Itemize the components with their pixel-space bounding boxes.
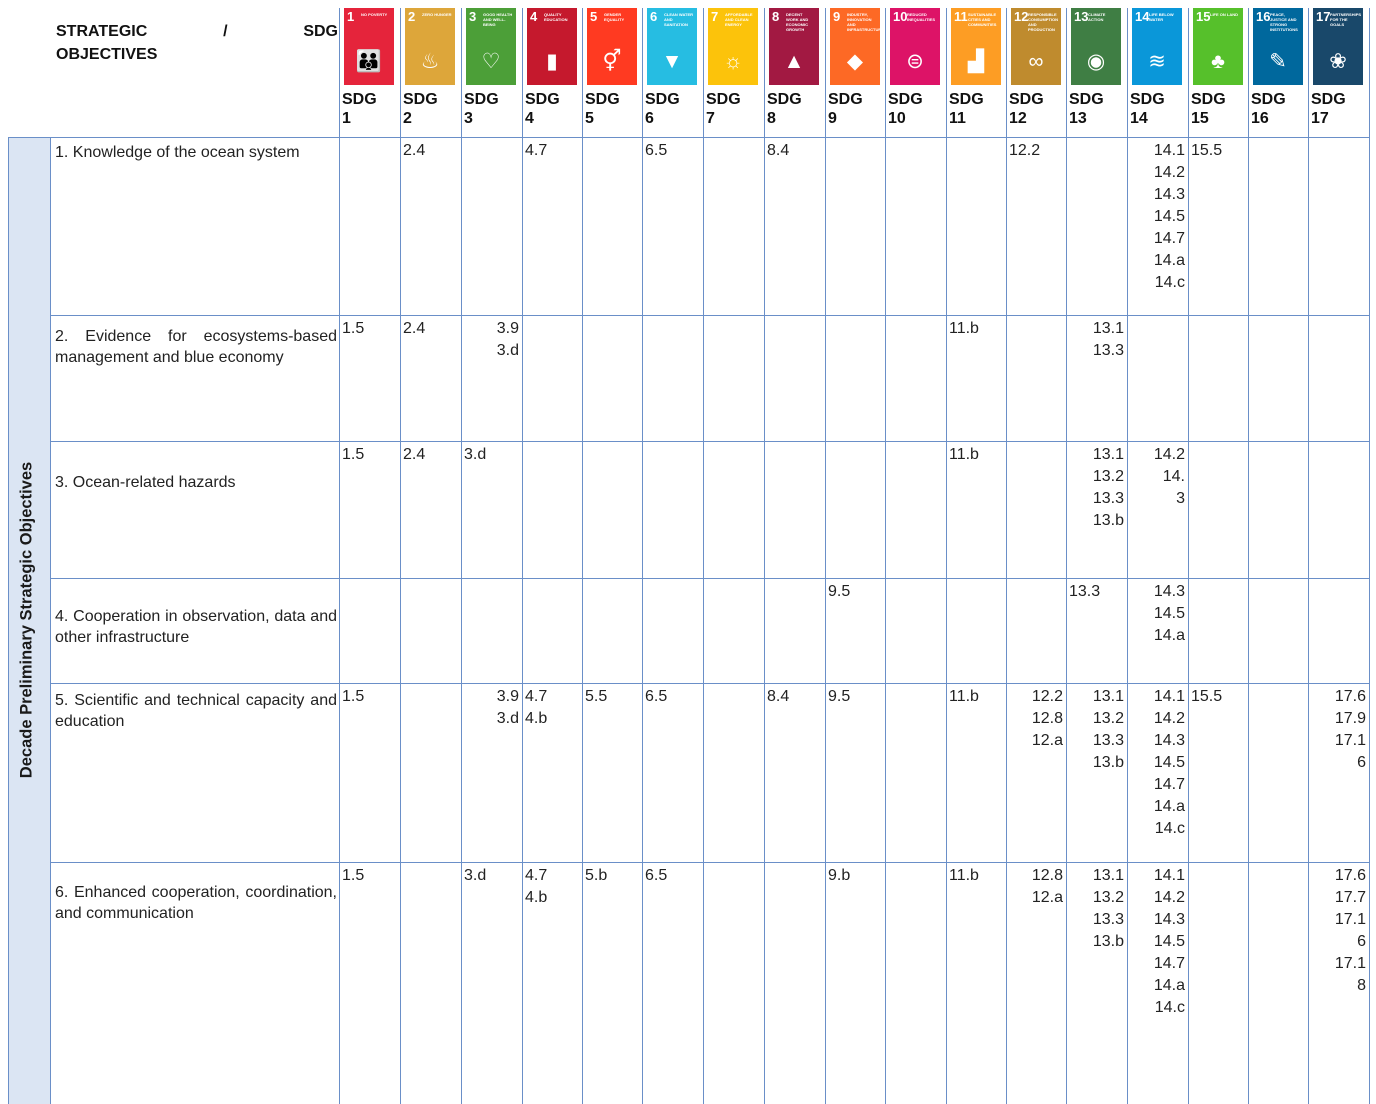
title-word-sdg: SDG xyxy=(303,23,338,40)
sdg-label-word: SDG xyxy=(888,91,923,108)
sdg-icon-12 xyxy=(1011,8,1061,85)
sdg-icon-number: 8 xyxy=(772,9,780,24)
sdg-target-cell xyxy=(464,444,519,466)
sdg-icon-10 xyxy=(890,8,940,85)
objective-cell: 6. Enhanced cooperation, coordination, and communication xyxy=(55,884,337,922)
target-value: 17.6 xyxy=(1334,867,1366,884)
sdg-label-word: SDG xyxy=(464,91,499,108)
sdg-target-cell xyxy=(1311,686,1366,774)
sdg-target-cell xyxy=(949,444,1003,466)
target-value: 14.a xyxy=(1153,252,1185,269)
target-value: 14.7 xyxy=(1153,230,1185,247)
sdg-target-cell xyxy=(342,444,397,466)
sdg-icon-caption: RESPONSIBLE CONSUMPTION AND PRODUCTION xyxy=(1028,12,1058,32)
sdg-icon-number: 4 xyxy=(530,9,538,24)
target-value: 8.4 xyxy=(767,688,790,705)
target-value: 14.2 xyxy=(1153,446,1185,463)
target-value: 4.7 xyxy=(525,142,548,159)
sdg-column-label xyxy=(767,90,802,128)
sdg-icon-caption: LIFE ON LAND xyxy=(1210,12,1238,17)
sdg-goal-icon: ❀ xyxy=(1329,50,1347,73)
target-value: 11.b xyxy=(949,688,979,705)
grid-hline xyxy=(50,441,1369,442)
target-value: 6 xyxy=(1357,754,1366,771)
sdg-label-word: SDG xyxy=(525,91,560,108)
target-value: 5.b xyxy=(585,867,608,884)
target-value: 3 xyxy=(1176,490,1185,507)
sdg-icon-number: 11 xyxy=(954,9,968,24)
grid-hline xyxy=(50,862,1369,863)
sdg-label-number: 13 xyxy=(1069,110,1087,127)
sdg-goal-icon: ♣ xyxy=(1211,50,1225,73)
sdg-icon-11 xyxy=(951,8,1001,85)
sdg-icon-6 xyxy=(647,8,697,85)
sdg-label-number: 3 xyxy=(464,110,473,127)
sdg-icon-8 xyxy=(769,8,819,85)
sdg-column-label xyxy=(1009,90,1044,128)
target-value: 13.1 xyxy=(1092,320,1124,337)
sdg-icon-number: 1 xyxy=(347,9,355,24)
target-value: 13.2 xyxy=(1092,468,1124,485)
sdg-target-cell xyxy=(585,686,639,708)
sdg-column-label xyxy=(1069,90,1104,128)
target-value: 13.b xyxy=(1092,933,1124,950)
target-value: 4.b xyxy=(525,889,548,906)
target-value: 14.5 xyxy=(1153,754,1185,771)
sdg-icon-2 xyxy=(405,8,455,85)
grid-vline xyxy=(461,8,462,1104)
sdg-target-cell xyxy=(767,140,822,162)
target-value: 13.2 xyxy=(1092,889,1124,906)
target-value: 13.3 xyxy=(1092,732,1124,749)
sdg-label-number: 6 xyxy=(645,110,654,127)
sdg-target-cell xyxy=(342,865,397,887)
sdg-target-cell xyxy=(525,686,579,730)
sdg-label-number: 17 xyxy=(1311,110,1329,127)
title-slash: / xyxy=(223,23,228,40)
sdg-target-cell xyxy=(525,140,579,162)
title-word-objectives: OBJECTIVES xyxy=(56,46,158,63)
sdg-column-label xyxy=(464,90,499,128)
sdg-icon-13 xyxy=(1071,8,1121,85)
sdg-target-cell xyxy=(1009,140,1063,162)
target-value: 12.8 xyxy=(1031,867,1063,884)
sdg-goal-icon: ▮ xyxy=(546,50,558,73)
target-value: 12.2 xyxy=(1031,688,1063,705)
target-value: 4.b xyxy=(525,710,548,727)
target-value: 14.5 xyxy=(1153,933,1185,950)
sdg-column-label xyxy=(1191,90,1226,128)
target-value: 4.7 xyxy=(525,867,548,884)
target-value: 17.9 xyxy=(1334,710,1366,727)
target-value: 14.7 xyxy=(1153,955,1185,972)
sdg-label-word: SDG xyxy=(645,91,680,108)
title-word-strategic: STRATEGIC xyxy=(56,23,148,40)
sdg-target-cell xyxy=(1130,865,1185,1019)
objective-cell: 5. Scientific and technical capacity and education xyxy=(55,692,337,730)
sdg-label-number: 14 xyxy=(1130,110,1148,127)
sdg-icon-caption: GENDER EQUALITY xyxy=(604,12,625,22)
sdg-goal-icon: ◆ xyxy=(846,50,864,73)
target-value: 9.b xyxy=(828,867,851,884)
sdg-label-number: 8 xyxy=(767,110,776,127)
objective-cell: 2. Evidence for ecosystems-based management and blue economy xyxy=(55,328,337,366)
target-value: 14.1 xyxy=(1153,867,1185,884)
sdg-goal-icon: ◉ xyxy=(1086,50,1106,73)
sdg-goal-icon: ♨ xyxy=(420,50,440,73)
sdg-icon-caption: AFFORDABLE AND CLEAN ENERGY xyxy=(725,12,753,27)
sdg-target-cell xyxy=(1069,686,1124,774)
sdg-label-word: SDG xyxy=(767,91,802,108)
sdg-icon-14 xyxy=(1132,8,1182,85)
target-value: 12.a xyxy=(1031,889,1063,906)
sdg-icon-number: 13 xyxy=(1074,9,1089,24)
sdg-goal-icon: ♡ xyxy=(481,50,501,73)
sdg-icon-number: 12 xyxy=(1014,9,1029,24)
target-value: 3.d xyxy=(464,867,487,884)
sdg-target-cell xyxy=(464,318,519,362)
sdg-goal-icon: ▲ xyxy=(783,50,805,73)
target-value: 14.3 xyxy=(1153,583,1185,600)
grid-vline xyxy=(1369,8,1370,1104)
sdg-target-cell xyxy=(1009,865,1063,909)
sdg-column-label xyxy=(706,90,741,128)
target-value: 14.2 xyxy=(1153,889,1185,906)
sdg-label-number: 7 xyxy=(706,110,715,127)
sdg-target-cell xyxy=(464,686,519,730)
sdg-column-label xyxy=(585,90,620,128)
sdg-label-word: SDG xyxy=(1130,91,1165,108)
sdg-label-word: SDG xyxy=(1251,91,1286,108)
target-value: 3.9 xyxy=(496,320,519,337)
sdg-icon-17 xyxy=(1313,8,1363,85)
target-value: 14.c xyxy=(1154,820,1185,837)
target-value: 8 xyxy=(1357,977,1366,994)
target-value: 8.4 xyxy=(767,142,790,159)
grid-vline xyxy=(339,8,340,1104)
target-value: 13.2 xyxy=(1092,710,1124,727)
sdg-target-cell xyxy=(403,444,458,466)
target-value: 14.7 xyxy=(1153,776,1185,793)
grid-hline xyxy=(8,137,1369,138)
sdg-column-label xyxy=(1130,90,1165,128)
target-value: 14.a xyxy=(1153,977,1185,994)
target-value: 17.1 xyxy=(1334,911,1366,928)
sdg-target-cell xyxy=(949,865,1003,887)
grid-vline xyxy=(1127,8,1128,1104)
grid-vline xyxy=(764,8,765,1104)
target-value: 6.5 xyxy=(645,867,668,884)
target-value: 9.5 xyxy=(828,583,851,600)
target-value: 5.5 xyxy=(585,688,608,705)
sdg-column-label xyxy=(645,90,680,128)
target-value: 1.5 xyxy=(342,688,365,705)
sdg-icon-caption: CLEAN WATER AND SANITATION xyxy=(664,12,694,27)
sdg-icon-number: 2 xyxy=(408,9,416,24)
target-value: 6.5 xyxy=(645,688,668,705)
sdg-icon-number: 15 xyxy=(1196,9,1211,24)
target-value: 2.4 xyxy=(403,320,426,337)
sdg-icon-16 xyxy=(1253,8,1303,85)
sdg-target-cell xyxy=(464,865,519,887)
sdg-label-word: SDG xyxy=(1069,91,1104,108)
target-value: 13.b xyxy=(1092,512,1124,529)
table-title xyxy=(56,20,338,66)
target-value: 1.5 xyxy=(342,867,365,884)
sdg-icon-caption: PEACE, JUSTICE AND STRONG INSTITUTIONS xyxy=(1270,12,1298,32)
target-value: 14.2 xyxy=(1153,710,1185,727)
sdg-label-number: 10 xyxy=(888,110,906,127)
sdg-icon-number: 10 xyxy=(893,9,908,24)
sdg-target-cell xyxy=(767,686,822,708)
target-value: 13.3 xyxy=(1092,911,1124,928)
sdg-icon-number: 3 xyxy=(469,9,477,24)
sdg-target-cell xyxy=(1069,865,1124,953)
sdg-target-cell xyxy=(1130,686,1185,840)
target-value: 11.b xyxy=(949,320,979,337)
sdg-icon-4 xyxy=(527,8,577,85)
sdg-label-word: SDG xyxy=(342,91,377,108)
sdg-target-cell xyxy=(828,865,882,887)
grid-vline xyxy=(1066,8,1067,1104)
sdg-icon-7 xyxy=(708,8,758,85)
sdg-label-number: 9 xyxy=(828,110,837,127)
sdg-label-word: SDG xyxy=(828,91,863,108)
sdg-target-cell xyxy=(1130,444,1185,510)
sdg-column-label xyxy=(403,90,438,128)
sdg-icon-caption: LIFE BELOW WATER xyxy=(1149,12,1174,22)
sdg-label-number: 15 xyxy=(1191,110,1209,127)
sdg-label-number: 4 xyxy=(525,110,534,127)
sdg-column-label xyxy=(828,90,863,128)
target-value: 3.d xyxy=(464,446,487,463)
sdg-label-word: SDG xyxy=(403,91,438,108)
sdg-label-word: SDG xyxy=(1009,91,1044,108)
sdg-icon-3 xyxy=(466,8,516,85)
sdg-target-cell xyxy=(1311,865,1366,997)
grid-vline xyxy=(642,8,643,1104)
sdg-goal-icon: ∞ xyxy=(1028,50,1044,73)
sdg-label-word: SDG xyxy=(706,91,741,108)
target-value: 12.a xyxy=(1031,732,1063,749)
sdg-target-cell xyxy=(1069,581,1124,603)
target-value: 12.8 xyxy=(1031,710,1063,727)
sdg-column-label xyxy=(1251,90,1286,128)
target-value: 11.b xyxy=(949,867,979,884)
grid-vline xyxy=(825,8,826,1104)
sdg-target-cell xyxy=(1191,140,1245,162)
target-value: 13.1 xyxy=(1092,867,1124,884)
sdg-icon-number: 14 xyxy=(1135,9,1150,24)
target-value: 13.1 xyxy=(1092,688,1124,705)
sdg-target-cell xyxy=(1009,686,1063,752)
sdg-goal-icon: 👪 xyxy=(355,50,383,73)
target-value: 2.4 xyxy=(403,446,426,463)
grid-vline xyxy=(885,8,886,1104)
sdg-column-label xyxy=(888,90,923,128)
target-value: 4.7 xyxy=(525,688,548,705)
sdg-target-cell xyxy=(525,865,579,909)
grid-vline xyxy=(703,8,704,1104)
target-value: 15.5 xyxy=(1191,688,1223,705)
sdg-target-cell xyxy=(828,686,882,708)
side-label: Decade Preliminary Strategic Objectives xyxy=(17,461,36,779)
target-value: 13.b xyxy=(1092,754,1124,771)
sdg-icon-15 xyxy=(1193,8,1243,85)
sdg-column-label xyxy=(342,90,377,128)
target-value: 13.3 xyxy=(1092,490,1124,507)
target-value: 11.b xyxy=(949,446,979,463)
sdg-icon-number: 7 xyxy=(711,9,719,24)
objective-cell: 3. Ocean-related hazards xyxy=(55,474,236,491)
target-value: 13.3 xyxy=(1092,342,1124,359)
sdg-icon-caption: QUALITY EDUCATION xyxy=(544,12,568,22)
sdg-icon-5 xyxy=(587,8,637,85)
grid-hline xyxy=(50,578,1369,579)
sdg-label-word: SDG xyxy=(585,91,620,108)
sdg-column-label xyxy=(1311,90,1346,128)
target-value: 14.a xyxy=(1153,798,1185,815)
target-value: 14.a xyxy=(1153,627,1185,644)
grid-vline xyxy=(1248,8,1249,1104)
grid-vline xyxy=(1308,8,1309,1104)
sdg-goal-icon: ⊜ xyxy=(906,50,924,73)
target-value: 12.2 xyxy=(1009,142,1041,159)
sdg-icon-number: 9 xyxy=(833,9,841,24)
sdg-icon-number: 16 xyxy=(1256,9,1271,24)
target-value: 14.2 xyxy=(1153,164,1185,181)
sdg-target-cell xyxy=(949,318,1003,340)
sdg-target-cell xyxy=(585,865,639,887)
sdg-target-cell xyxy=(1069,318,1124,362)
target-value: 13.1 xyxy=(1092,446,1124,463)
target-value: 6 xyxy=(1357,933,1366,950)
sdg-target-cell xyxy=(1130,140,1185,294)
grid-vline xyxy=(1188,8,1189,1104)
target-value: 3.9 xyxy=(496,688,519,705)
target-value: 15.5 xyxy=(1191,142,1223,159)
target-value: 17.6 xyxy=(1334,688,1366,705)
sdg-icon-caption: ZERO HUNGER xyxy=(422,12,452,17)
sdg-target-cell xyxy=(403,140,458,162)
objective-cell: 4. Cooperation in observation, data and other infrastructure xyxy=(55,608,337,646)
grid-hline xyxy=(50,315,1369,316)
sdg-icon-number: 5 xyxy=(590,9,598,24)
objective-cell: 1. Knowledge of the ocean system xyxy=(55,144,300,161)
sdg-target-cell xyxy=(645,865,700,887)
target-value: 14.5 xyxy=(1153,605,1185,622)
sdg-icon-caption: SUSTAINABLE CITIES AND COMMUNITIES xyxy=(968,12,997,27)
target-value: 14.1 xyxy=(1153,688,1185,705)
sdg-goal-icon: ▼ xyxy=(661,50,683,73)
sdg-goal-icon: ✎ xyxy=(1269,50,1287,73)
sdg-label-word: SDG xyxy=(949,91,984,108)
target-value: 14.5 xyxy=(1153,208,1185,225)
sdg-target-cell xyxy=(342,318,397,340)
grid-vline xyxy=(50,137,51,1104)
sdg-icon-caption: DECENT WORK AND ECONOMIC GROWTH xyxy=(786,12,809,32)
sdg-goal-icon: ▟ xyxy=(967,50,985,73)
sdg-label-number: 12 xyxy=(1009,110,1027,127)
grid-hline xyxy=(50,683,1369,684)
sdg-target-cell xyxy=(949,686,1003,708)
target-value: 6.5 xyxy=(645,142,668,159)
target-value: 1.5 xyxy=(342,446,365,463)
sdg-label-number: 5 xyxy=(585,110,594,127)
grid-vline xyxy=(8,137,9,1104)
grid-vline xyxy=(400,8,401,1104)
target-value: 14.3 xyxy=(1153,186,1185,203)
sdg-label-word: SDG xyxy=(1191,91,1226,108)
sdg-icon-1 xyxy=(344,8,394,85)
grid-vline xyxy=(946,8,947,1104)
sdg-column-label xyxy=(949,90,984,128)
target-value: 3.d xyxy=(496,342,519,359)
sdg-icon-caption: GOOD HEALTH AND WELL-BEING xyxy=(483,12,513,27)
target-value: 14.3 xyxy=(1153,732,1185,749)
sdg-target-cell xyxy=(645,686,700,708)
sdg-icon-number: 17 xyxy=(1316,9,1331,24)
sdg-label-number: 2 xyxy=(403,110,412,127)
sdg-target-cell xyxy=(645,140,700,162)
sdg-icon-number: 6 xyxy=(650,9,658,24)
sdg-icon-caption: NO POVERTY xyxy=(361,12,388,17)
sdg-icon-caption: REDUCED INEQUALITIES xyxy=(907,12,936,22)
sdg-label-word: SDG xyxy=(1311,91,1346,108)
sdg-icon-caption: INDUSTRY, INNOVATION AND INFRASTRUCTURE xyxy=(847,12,884,32)
sdg-icon-9 xyxy=(830,8,884,85)
sdg-target-cell xyxy=(1130,581,1185,647)
target-value: 17.1 xyxy=(1334,732,1366,749)
sdg-target-cell xyxy=(828,581,882,603)
target-value: 17.1 xyxy=(1334,955,1366,972)
target-value: 9.5 xyxy=(828,688,851,705)
target-value: 1.5 xyxy=(342,320,365,337)
target-value: 13.3 xyxy=(1069,583,1101,600)
target-value: 17.7 xyxy=(1334,889,1366,906)
sdg-target-cell xyxy=(1069,444,1124,532)
sdg-target-cell xyxy=(342,686,397,708)
sdg-goal-icon: ≋ xyxy=(1148,50,1166,73)
grid-vline xyxy=(582,8,583,1104)
target-value: 14. xyxy=(1162,468,1185,485)
target-value: 14.1 xyxy=(1153,142,1185,159)
grid-vline xyxy=(1006,8,1007,1104)
sdg-icon-caption: CLIMATE ACTION xyxy=(1088,12,1106,22)
grid-vline xyxy=(522,8,523,1104)
sdg-column-label xyxy=(525,90,560,128)
sdg-goal-icon: ☼ xyxy=(723,50,743,73)
target-value: 2.4 xyxy=(403,142,426,159)
sdg-icon-caption: PARTNERSHIPS FOR THE GOALS xyxy=(1330,12,1362,27)
target-value: 3.d xyxy=(496,710,519,727)
target-value: 14.3 xyxy=(1153,911,1185,928)
sdg-label-number: 1 xyxy=(342,110,351,127)
target-value: 14.c xyxy=(1154,999,1185,1016)
sdg-label-number: 16 xyxy=(1251,110,1269,127)
sdg-target-cell xyxy=(403,318,458,340)
sdg-label-number: 11 xyxy=(949,110,966,127)
target-value: 14.c xyxy=(1154,274,1185,291)
sdg-goal-icon: ⚥ xyxy=(602,50,622,73)
sdg-target-cell xyxy=(1191,686,1245,708)
